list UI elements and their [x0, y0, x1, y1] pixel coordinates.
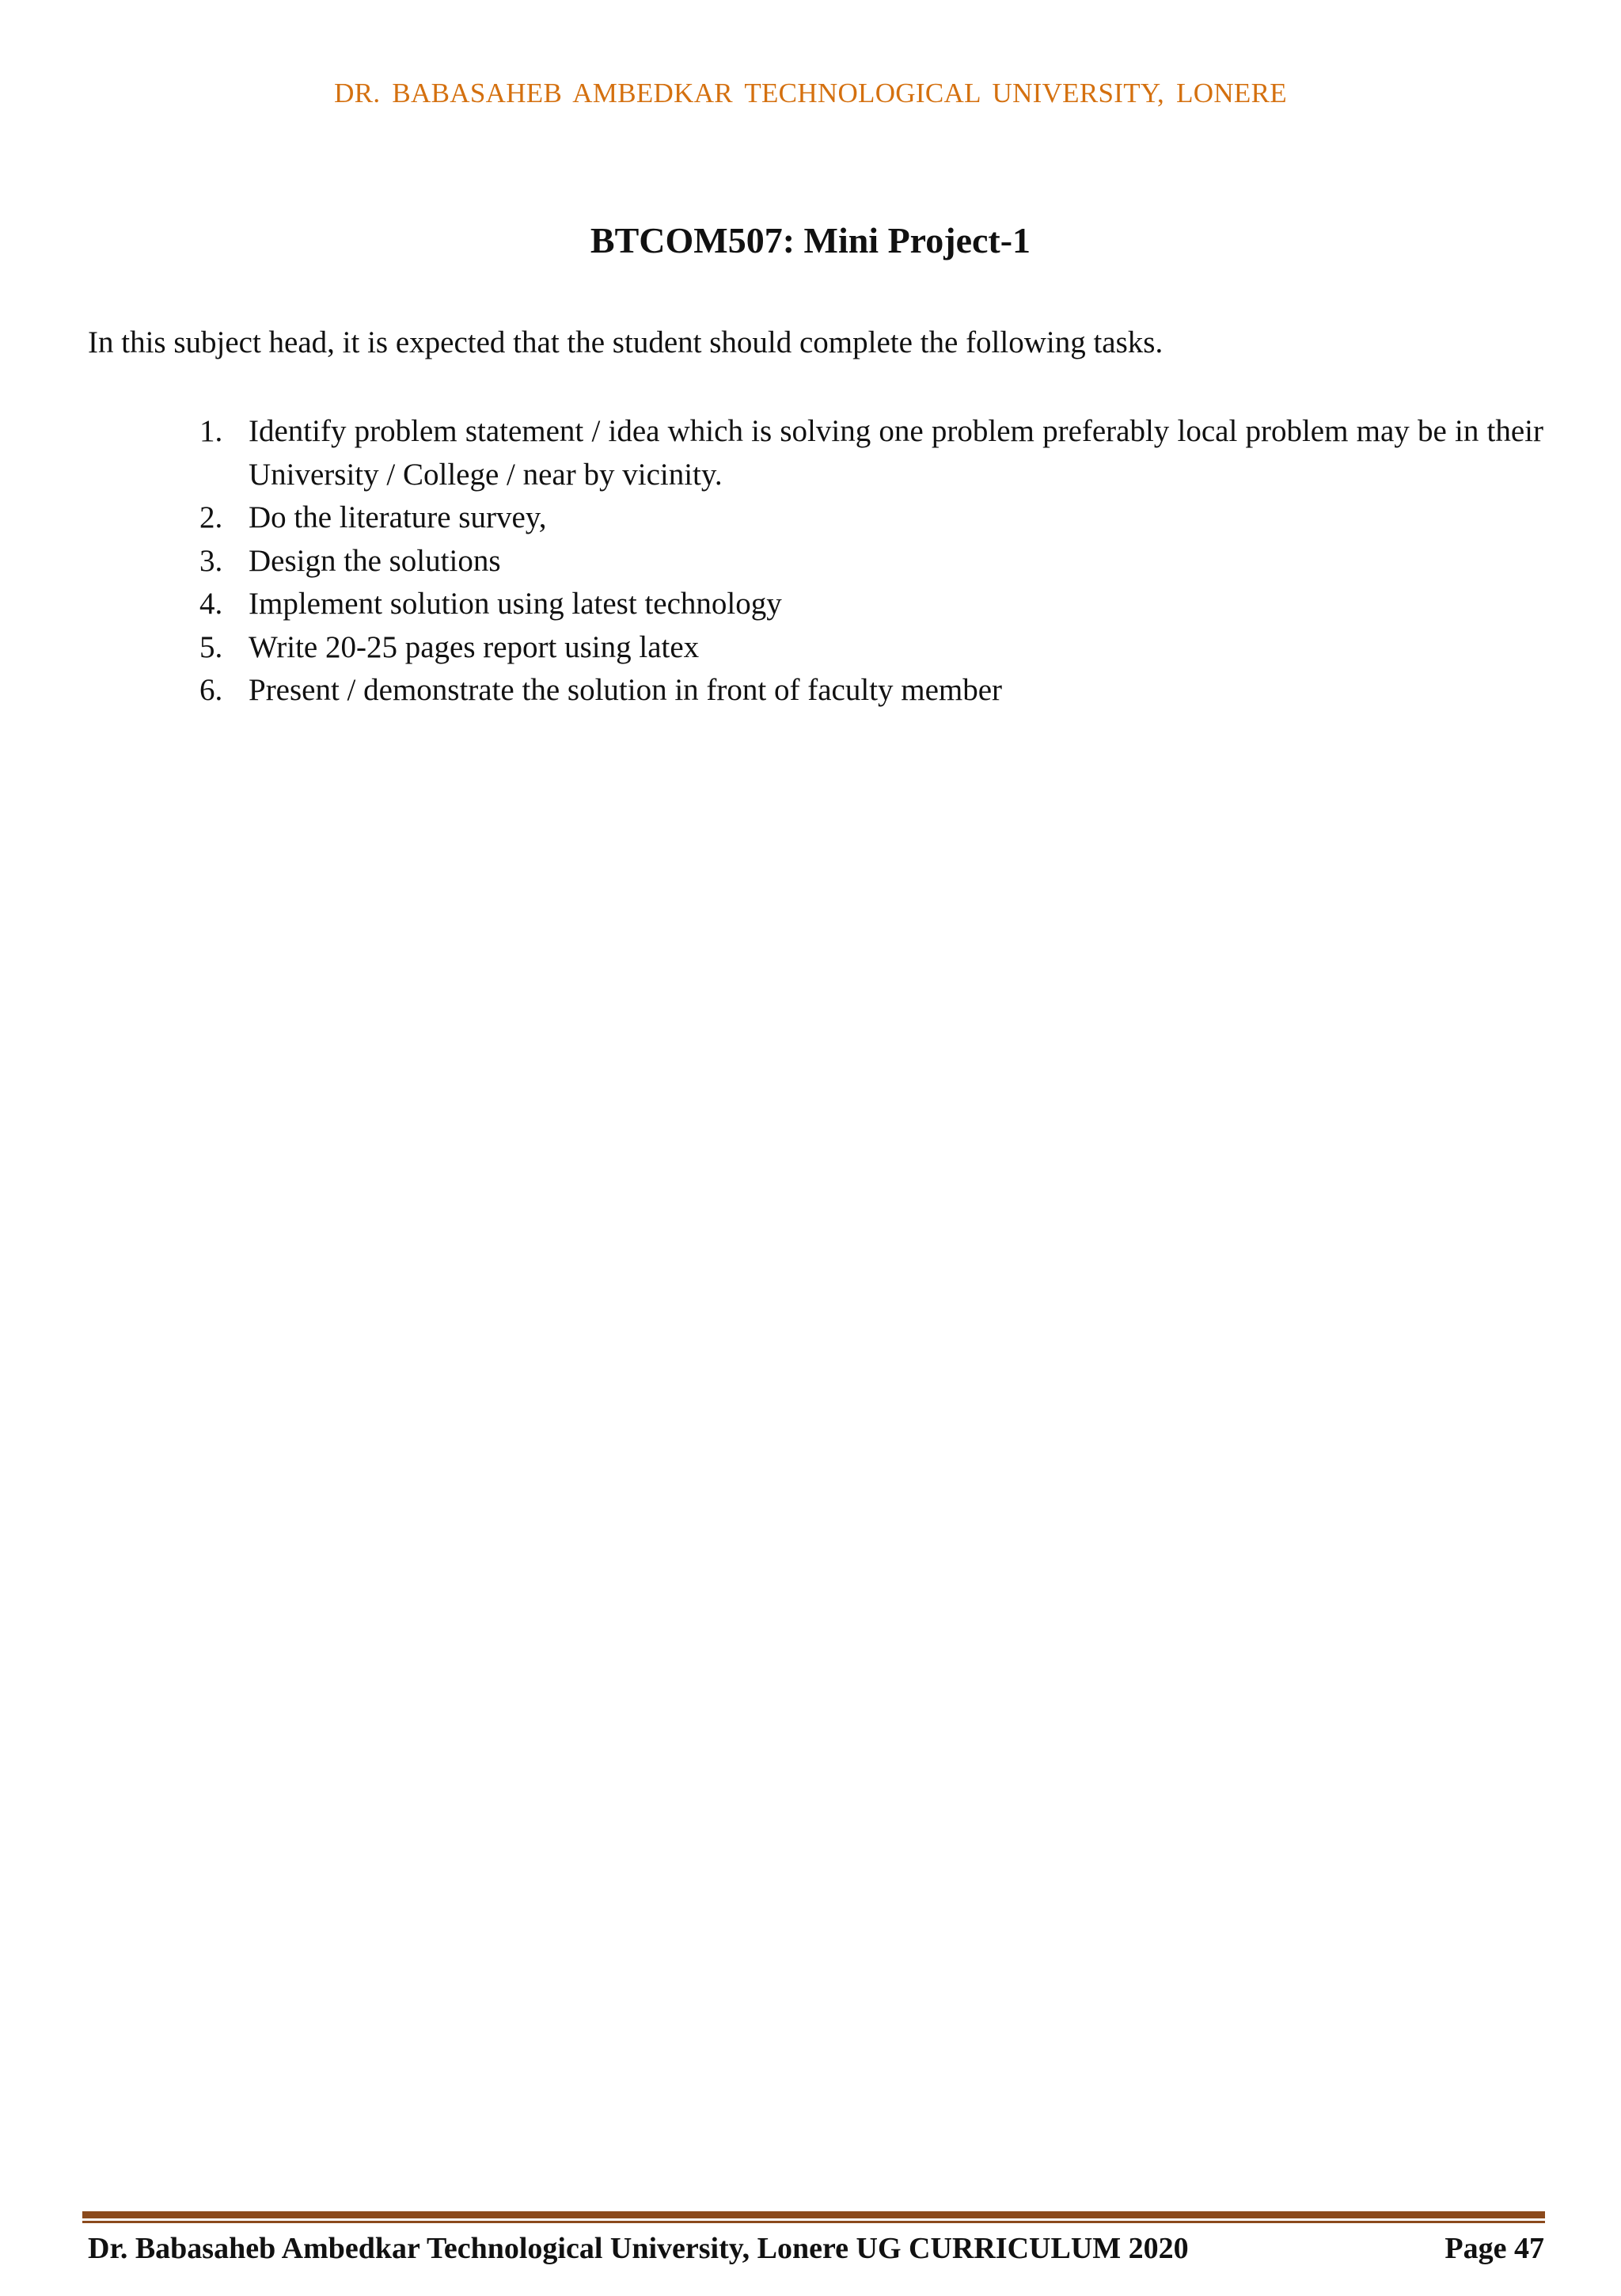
task-text: Do the literature survey,: [249, 500, 547, 534]
document-title: BTCOM507: Mini Project-1: [590, 220, 1031, 260]
task-item-4: [190, 583, 1543, 626]
task-number: 2.: [199, 500, 223, 534]
intro-paragraph: In this subject head, it is expected that the student should complete the following tasks.: [88, 325, 1164, 359]
page-number: Page 47: [1444, 2232, 1544, 2265]
footer-rule-thick: [82, 2211, 1545, 2218]
task-text: Implement solution using latest technology: [249, 587, 782, 621]
task-text: Present / demonstrate the solution in front of faculty member: [249, 673, 1003, 707]
footer-text: Dr. Babasaheb Ambedkar Technological University, Lonere UG CURRICULUM 2020: [88, 2232, 1189, 2265]
task-item-2: [190, 496, 1543, 540]
task-list: [190, 410, 1543, 713]
page-footer: [88, 2231, 1544, 2266]
task-item-1: [190, 410, 1543, 496]
task-item-6: [190, 669, 1543, 713]
task-number: 5.: [199, 629, 223, 664]
task-item-3: [190, 540, 1543, 584]
task-item-5: [190, 626, 1543, 670]
page-header: DR. BABASAHEB AMBEDKAR TECHNOLOGICAL UNIVERSITY, LONERE: [334, 78, 1287, 108]
task-text: Write 20-25 pages report using latex: [249, 629, 700, 664]
task-number: 6.: [199, 673, 223, 707]
task-text: Design the solutions: [249, 543, 501, 578]
footer-rule-thin: [82, 2221, 1545, 2223]
task-number: 4.: [199, 587, 223, 621]
task-text: Identify problem statement / idea which is solving one problem preferably local problem may be in their University / College / near by vicinity.: [249, 414, 1543, 492]
task-number: 1.: [199, 414, 223, 448]
task-number: 3.: [199, 543, 223, 578]
